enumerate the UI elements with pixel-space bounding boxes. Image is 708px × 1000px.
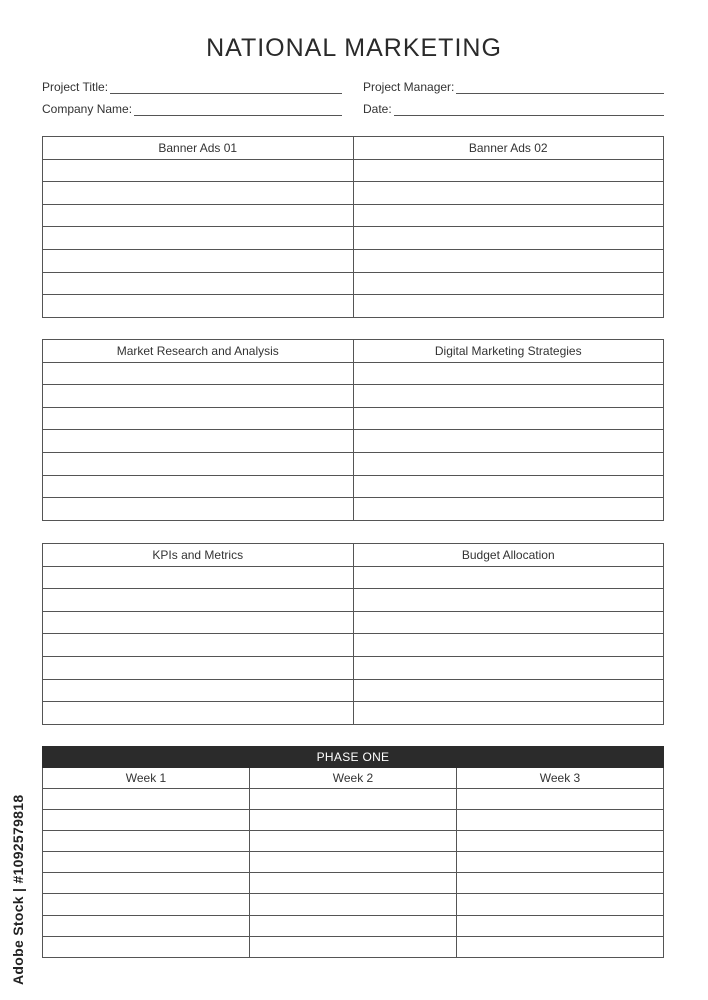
table-row <box>43 295 664 318</box>
blank-cell[interactable] <box>250 810 457 831</box>
table-row <box>43 589 664 612</box>
blank-cell[interactable] <box>43 498 354 521</box>
table-row <box>43 385 664 408</box>
table-row <box>43 852 664 873</box>
blank-cell[interactable] <box>43 789 250 810</box>
blank-cell[interactable] <box>353 452 664 475</box>
project-title-label: Project Title: <box>42 80 109 94</box>
blank-cell[interactable] <box>457 852 664 873</box>
blank-cell[interactable] <box>43 362 354 385</box>
blank-cell[interactable] <box>457 894 664 915</box>
blank-cell[interactable] <box>43 634 354 657</box>
table-row <box>43 407 664 430</box>
blank-cell[interactable] <box>43 272 354 295</box>
blank-cell[interactable] <box>43 204 354 227</box>
section-header-left: Banner Ads 01 <box>43 137 354 160</box>
table-row <box>43 182 664 205</box>
table-row <box>43 831 664 852</box>
table-row <box>43 789 664 810</box>
blank-cell[interactable] <box>353 182 664 205</box>
blank-cell[interactable] <box>43 894 250 915</box>
project-title-line[interactable] <box>110 82 342 94</box>
blank-cell[interactable] <box>457 936 664 957</box>
table-row <box>43 566 664 589</box>
blank-cell[interactable] <box>353 566 664 589</box>
project-title-field[interactable] <box>42 80 342 94</box>
blank-cell[interactable] <box>353 656 664 679</box>
blank-cell[interactable] <box>43 702 354 725</box>
table-row <box>43 656 664 679</box>
company-name-line[interactable] <box>134 104 342 116</box>
blank-cell[interactable] <box>43 430 354 453</box>
blank-cell[interactable] <box>43 566 354 589</box>
date-line[interactable] <box>394 104 664 116</box>
table-row <box>43 810 664 831</box>
table-row <box>43 159 664 182</box>
blank-cell[interactable] <box>353 295 664 318</box>
phase-one-table <box>42 746 664 958</box>
blank-cell[interactable] <box>43 385 354 408</box>
week-header: Week 1 <box>43 768 250 789</box>
blank-cell[interactable] <box>250 873 457 894</box>
blank-cell[interactable] <box>43 852 250 873</box>
blank-cell[interactable] <box>353 204 664 227</box>
blank-cell[interactable] <box>250 936 457 957</box>
blank-cell[interactable] <box>43 227 354 250</box>
blank-cell[interactable] <box>43 873 250 894</box>
banner-ads-table <box>42 136 664 318</box>
blank-cell[interactable] <box>353 362 664 385</box>
table-row <box>43 430 664 453</box>
section-header-left: KPIs and Metrics <box>43 544 354 567</box>
company-name-label: Company Name: <box>42 102 133 116</box>
blank-cell[interactable] <box>43 831 250 852</box>
blank-cell[interactable] <box>43 295 354 318</box>
kpis-budget-table <box>42 543 664 725</box>
blank-cell[interactable] <box>353 407 664 430</box>
table-row <box>43 702 664 725</box>
blank-cell[interactable] <box>457 810 664 831</box>
week-header: Week 2 <box>250 768 457 789</box>
date-field[interactable] <box>363 102 664 116</box>
blank-cell[interactable] <box>250 831 457 852</box>
blank-cell[interactable] <box>457 831 664 852</box>
blank-cell[interactable] <box>250 915 457 936</box>
table-row <box>43 894 664 915</box>
section-header-left: Market Research and Analysis <box>43 340 354 363</box>
table-row <box>43 249 664 272</box>
table-row <box>43 227 664 250</box>
blank-cell[interactable] <box>353 159 664 182</box>
blank-cell[interactable] <box>353 634 664 657</box>
blank-cell[interactable] <box>43 915 250 936</box>
blank-cell[interactable] <box>353 385 664 408</box>
blank-cell[interactable] <box>43 182 354 205</box>
blank-cell[interactable] <box>43 159 354 182</box>
blank-cell[interactable] <box>43 452 354 475</box>
blank-cell[interactable] <box>457 915 664 936</box>
table-row <box>43 873 664 894</box>
blank-cell[interactable] <box>43 589 354 612</box>
blank-cell[interactable] <box>457 789 664 810</box>
project-manager-label: Project Manager: <box>363 80 455 94</box>
blank-cell[interactable] <box>43 810 250 831</box>
blank-cell[interactable] <box>353 589 664 612</box>
table-row <box>43 679 664 702</box>
table-row <box>43 272 664 295</box>
page-title: NATIONAL MARKETING <box>206 34 502 62</box>
date-label: Date: <box>363 102 392 116</box>
blank-cell[interactable] <box>43 656 354 679</box>
blank-cell[interactable] <box>457 873 664 894</box>
week-header: Week 3 <box>457 768 664 789</box>
table-row <box>43 611 664 634</box>
blank-cell[interactable] <box>353 498 664 521</box>
blank-cell[interactable] <box>250 894 457 915</box>
table-row <box>43 915 664 936</box>
table-row <box>43 498 664 521</box>
blank-cell[interactable] <box>250 852 457 873</box>
blank-cell[interactable] <box>43 407 354 430</box>
blank-cell[interactable] <box>43 679 354 702</box>
blank-cell[interactable] <box>353 702 664 725</box>
blank-cell[interactable] <box>43 611 354 634</box>
table-row <box>43 204 664 227</box>
section-header-right: Digital Marketing Strategies <box>353 340 664 363</box>
stock-watermark-id: Adobe Stock | #1092579818 <box>10 794 26 985</box>
blank-cell[interactable] <box>250 789 457 810</box>
table-row <box>43 452 664 475</box>
table-row <box>43 475 664 498</box>
blank-cell[interactable] <box>353 227 664 250</box>
blank-cell[interactable] <box>353 475 664 498</box>
blank-cell[interactable] <box>353 611 664 634</box>
phase-title: PHASE ONE <box>43 747 664 768</box>
section-header-right: Banner Ads 02 <box>353 137 664 160</box>
blank-cell[interactable] <box>353 249 664 272</box>
blank-cell[interactable] <box>43 475 354 498</box>
blank-cell[interactable] <box>43 249 354 272</box>
project-manager-field[interactable] <box>363 80 664 94</box>
table-row <box>43 936 664 957</box>
table-row <box>43 634 664 657</box>
blank-cell[interactable] <box>353 272 664 295</box>
blank-cell[interactable] <box>353 430 664 453</box>
blank-cell[interactable] <box>43 936 250 957</box>
project-manager-line[interactable] <box>456 82 664 94</box>
company-name-field[interactable] <box>42 102 342 116</box>
section-header-right: Budget Allocation <box>353 544 664 567</box>
research-strategies-table <box>42 339 664 521</box>
table-row <box>43 362 664 385</box>
blank-cell[interactable] <box>353 679 664 702</box>
